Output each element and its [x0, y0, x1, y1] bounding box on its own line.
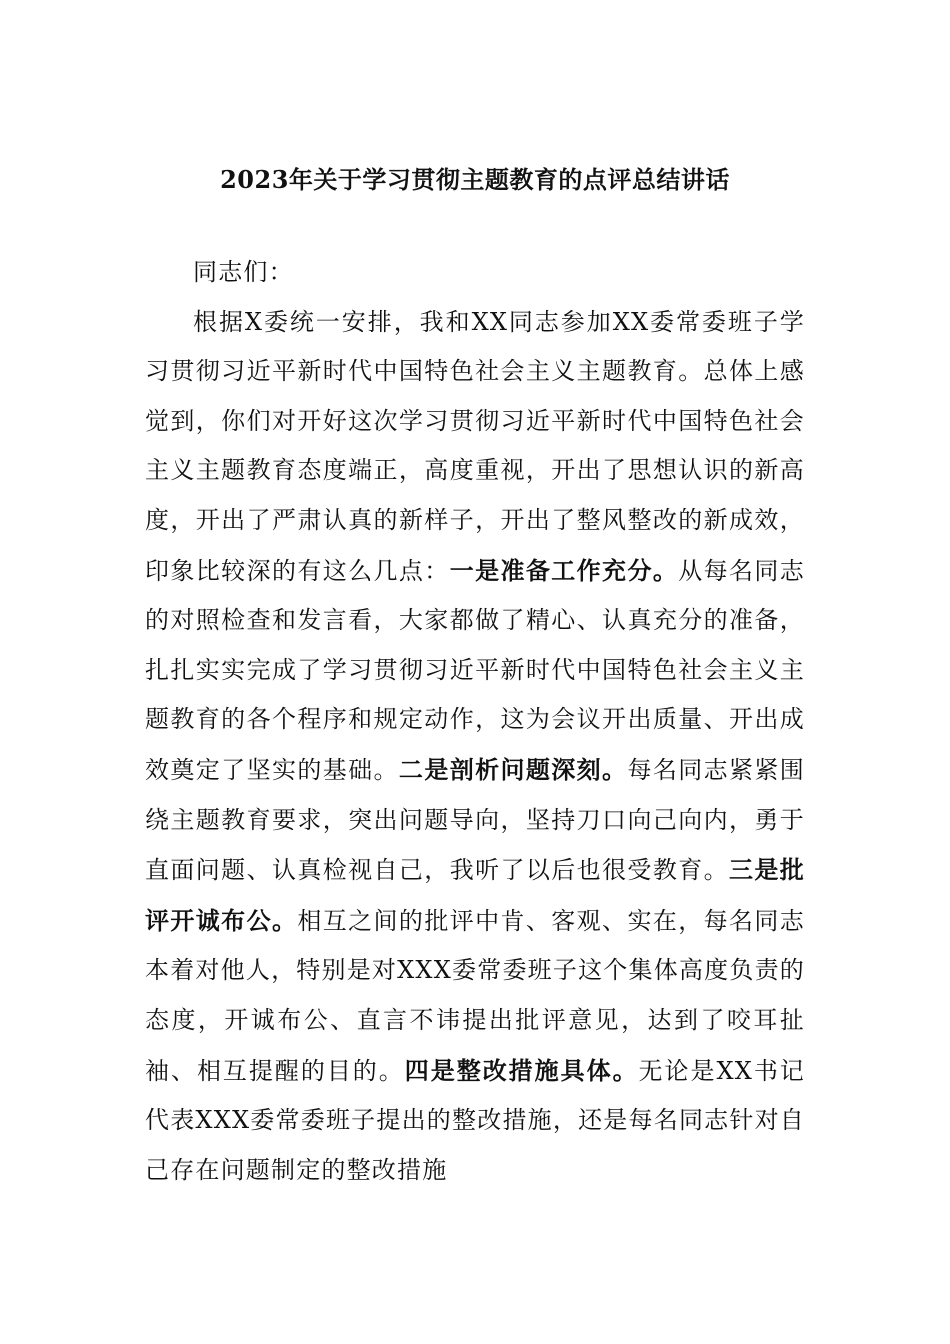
point-heading: 一是准备工作充分。 — [449, 555, 679, 585]
document-title: 2023年关于学习贯彻主题教育的点评总结讲话 — [220, 165, 730, 194]
document-body — [145, 248, 805, 1195]
paragraph-text: 无论是XX书记代表XXX委常委班子提出的整改措施，还是每名同志针对自己存在问题制定的整改措施 — [145, 1056, 805, 1184]
main-paragraph — [145, 298, 805, 1196]
paragraph-text: 每名同志紧紧围绕主题教育要求，突出问题导向，坚持刀口向己向内，勇于直面问题、认真检视自己，我听了以后也很受教育。 — [145, 755, 806, 885]
paragraph-text: 根据X委统一安排，我和XX同志参加XX委常委班子学习贯彻习近平新时代中国特色社会主义主题教育。总体上感觉到，你们对开好这次学习贯彻习近平新时代中国特色社会主义主题教育态度端正，高度重视，开出了思想认识的新高度，开出了严肃认真的新样子，开出了整风整改的新成效，印象比较深的有这么几点： — [145, 307, 805, 585]
point-heading: 四是整改措施具体。 — [404, 1055, 639, 1085]
point-heading: 三是批评开诚布公。 — [145, 855, 805, 935]
paragraph-text: 从每名同志的对照检查和发言看，大家都做了精心、认真充分的准备，扎扎实实完成了学习贯彻习近平新时代中国特色社会主义主题教育的各个程序和规定动作，这为会议开出质量、开出成效奠定了坚实的基础。 — [145, 556, 805, 784]
salutation: 同志们： — [193, 258, 294, 286]
paragraph-text: 相互之间的批评中肯、客观、实在，每名同志本着对他人，特别是对XXX委常委班子这个集体高度负责的态度，开诚布公、直言不讳提出批评意见，达到了咬耳扯袖、相互提醒的目的。 — [145, 906, 806, 1085]
point-heading: 二是剖析问题深刻。 — [398, 754, 628, 784]
